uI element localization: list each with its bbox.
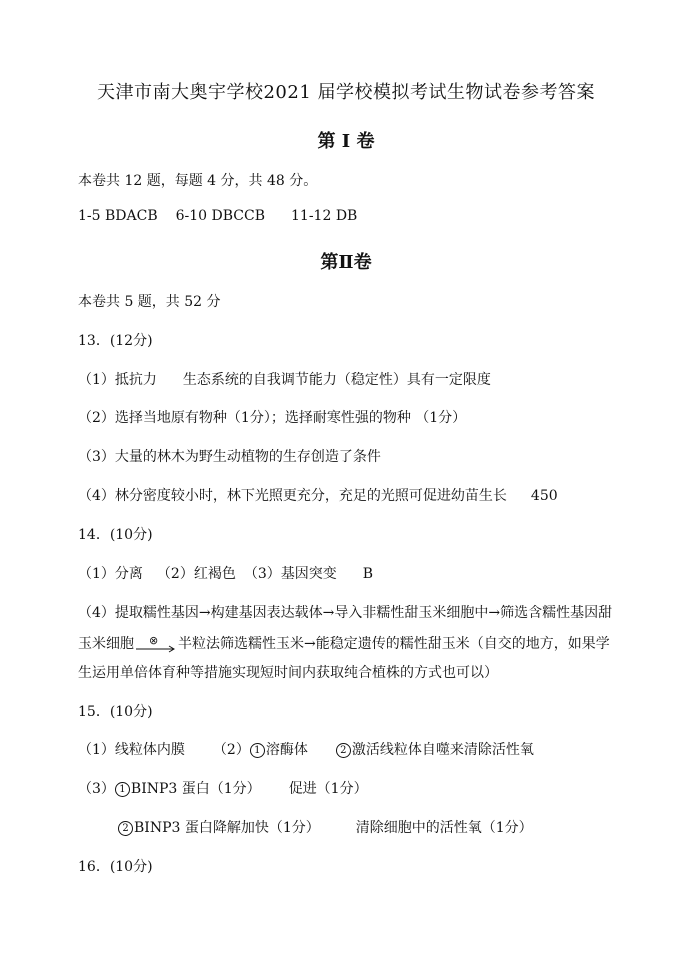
- q15-a3-part1-effect: 促进（1分）: [288, 781, 368, 797]
- answers-1-5: 1-5 BDACB: [78, 208, 158, 224]
- document-title: 天津市南大奥宇学校2021 届学校模拟考试生物试卷参考答案: [96, 82, 596, 103]
- q14-answer-4-line3: 生运用单倍体育种等措施实现短时间内获取纯合植株的方式也可以）: [78, 665, 498, 681]
- part2-description: 本卷共 5 题，共 52 分: [78, 294, 221, 310]
- selfing-symbol: ⊗: [149, 635, 159, 647]
- q15-a2-part1: 溶酶体: [265, 742, 308, 758]
- answers-6-10: 6-10 DBCCB: [175, 208, 266, 224]
- part1-answers: [78, 207, 357, 225]
- q14-header: 14．(10分): [78, 527, 153, 543]
- circled-number-1: 1: [115, 782, 130, 797]
- circled-number-1: 1: [250, 743, 265, 758]
- answers-11-12: 11-12 DB: [291, 208, 358, 224]
- part1-description: 本卷共 12 题，每题 4 分，共 48 分。: [78, 173, 318, 189]
- q14-a2: （2）红褐色: [156, 566, 236, 582]
- q14-a3-value: B: [362, 566, 374, 582]
- q15-a3-part2-effect: 清除细胞中的活性氧（1分）: [355, 820, 533, 836]
- selfing-arrow-icon: [134, 635, 178, 653]
- q15-a1: （1）线粒体内膜: [78, 742, 185, 758]
- circled-number-2: 2: [336, 743, 351, 758]
- q15-a3-part2: BINP3 蛋白降解加快（1分）: [134, 820, 320, 836]
- q14-answer-4-line1: （4）提取糯性基因→构建基因表达载体→导入非糯性甜玉米细胞中→筛选含糯性基因甜: [78, 605, 613, 621]
- circled-number-2: 2: [118, 821, 133, 836]
- q13-a1-reason: 生态系统的自我调节能力（稳定性）具有一定限度: [182, 372, 491, 388]
- q13-header: 13．(12分): [78, 333, 153, 349]
- q14-a3: （3）基因突变: [243, 566, 337, 582]
- q15-answers-1-2: [78, 741, 534, 759]
- q13-answer-1: [78, 371, 491, 389]
- q13-a1-text: （1）抵抗力: [78, 372, 157, 388]
- q13-answer-4: [78, 487, 558, 505]
- q13-a4-text: （4）林分密度较小时，林下光照更充分，充足的光照可促进幼苗生长: [78, 488, 507, 504]
- q15-answer-3-line2: [118, 819, 533, 837]
- part1-heading: 第 I 卷: [317, 131, 375, 152]
- q14-answer-4-line2: [78, 635, 610, 653]
- q15-a2-part2: 激活线粒体自噬来清除活性氧: [351, 742, 534, 758]
- q14-answers-1-3: [78, 565, 373, 583]
- q15-a2-label: （2）: [212, 742, 250, 758]
- q14-a1: （1）分离: [78, 566, 143, 582]
- q15-answer-3-line1: [78, 780, 368, 798]
- q14-a4-line2-text: 半粒法筛选糯性玉米→能稳定遗传的糯性甜玉米（自交的地方，如果学: [178, 636, 610, 652]
- q15-a3-part1: BINP3 蛋白（1分）: [130, 781, 261, 797]
- q13-answer-2: （2）选择当地原有物种（1分）；选择耐寒性强的物种 （1分）: [78, 410, 467, 426]
- q15-header: 15．(10分): [78, 704, 153, 720]
- part2-heading: 第Ⅱ卷: [320, 252, 372, 273]
- q13-a4-value: 450: [530, 488, 558, 504]
- q15-a3-label: （3）: [78, 781, 115, 797]
- q16-header: 16．(10分): [78, 859, 153, 875]
- q14-a4-cell: 玉米细胞: [78, 636, 134, 652]
- q13-answer-3: （3）大量的林木为野生动植物的生存创造了条件: [78, 449, 381, 465]
